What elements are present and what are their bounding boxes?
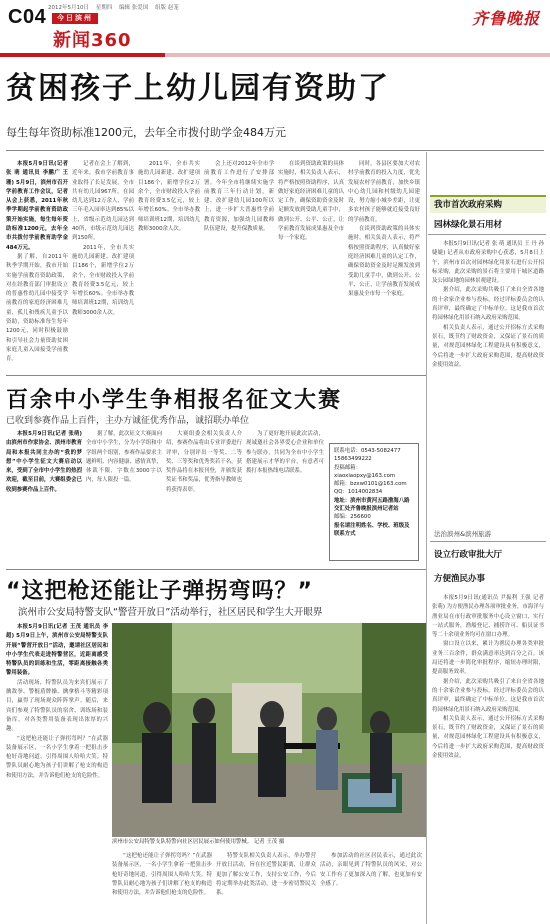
contact-email: 投稿邮箱：xiaoxiaopxy@163.com: [334, 464, 396, 479]
story3-column-1: [6, 623, 108, 920]
paper-logo: 齐鲁晚报: [471, 9, 540, 28]
story1-paragraph: 本报5月9日讯(记者 张 萌 通讯员 李鹏广 王珊) 5月9日，滨州市召开学前教育工作会议，记者从会上获悉，2011年秋季学期起学前教育资助政策开始实施，每生每年资助标准1200元，去年全市共拨付学前教育助学金484万元。: [6, 161, 68, 251]
story1-paragraph: 记者在会上了解到，近年来，我市学前教育事业取得了长足发展，全市共有幼儿园967所，在园幼儿达到12万余人，学前三年毛入园率达到85%以上，省级示范幼儿园达到40所，市级示范幼儿园达到150所。: [72, 161, 134, 242]
sidebar-headline-4: 方便渔民办事: [434, 574, 486, 584]
issue-layout: 组版 赵茏: [155, 5, 179, 11]
story2-column-4: [246, 430, 324, 564]
story3-subhead: 滨州市公安局特警支队“警营开放日”活动举行，社区居民和学生大开眼界: [18, 607, 323, 618]
story1-paragraph: 2011年，全市共实施幼儿园新建、改扩建项目186个，新增学位2万余个，全市财政投入学前教育经费3.5亿元，较上年增长60%。全市举办教师培训班12期，培训幼儿教师3000余人次。: [138, 161, 200, 233]
contact-qq: QQ：1014002834: [334, 489, 383, 496]
story3-paragraph: 活动现场，特警队员为来宾们展示了擒敌拳、警棍盾牌操、擒拿格斗等精彩项目，赢得了现场观众阵阵掌声。随后，来宾们参观了特警队员的宿舍、训练场和装备库，对各类警用装备表现出浓厚的兴趣。: [6, 679, 108, 733]
story2-headline: 百余中小学生争相报名征文大赛: [6, 388, 343, 413]
story3-paragraph: 参加活动的社区居民表示，通过此次活动，亲眼见到了特警队员的风采，对公安工作有了更加深入的了解，也更加有安全感了。: [320, 853, 422, 887]
story3-paragraph: 本报5月9日讯(记者 王茂 通讯员 李超) 5月9日上午，滨州市公安局特警支队开展“警营开放日”活动，邀请社区居民和中小学生代表走进特警营区，近距离感受特警队员的训练和生活，零距离接触各类警用装备。: [6, 624, 108, 677]
story3-paragraph: “这把枪还能让子弹拐弯吗？”在武器装备展示区，一名小学生拿着一把狙击步枪好奇地问道，引得周围人哈哈大笑。特警队员耐心地为孩子们讲解了枪支的构造和使用方法，并告诉他们枪支的危险性。: [112, 853, 212, 897]
sidebar-footer-label: 法治滨州&滨州旅游: [430, 529, 546, 542]
today-tag: 今日滨州: [52, 13, 98, 24]
sidebar-article: [432, 240, 544, 522]
sidebar-paragraph: 相关负责人表示，通过公开招标方式采购景石，既节约了财政资金，又保证了景石的质量，对规范园林绿化工程建设具有积极意义，今后将进一步扩大政府采购范围，提高财政资金使用效益。: [432, 324, 544, 368]
story1-column-4: [204, 160, 274, 365]
sidebar-headline-2: 园林绿化景石用材: [434, 220, 503, 230]
news-photo: [112, 623, 426, 837]
contact-note: 报名请注明姓名、学校、班级及联系方式: [334, 522, 410, 537]
divider: [6, 150, 544, 151]
contact-postcode: 邮编：256600: [334, 514, 371, 521]
story3-column-2: [112, 852, 212, 922]
story1-subhead: 每生每年资助标准1200元，去年全市拨付助学金484万元: [6, 126, 286, 139]
sidebar-headline-1: 我市首次政府采购: [430, 195, 546, 213]
story1-paragraph: 在谈到资助政策的具体实施时，相关负责人表示，将严格按照资助程序，认真做好家庭经济困难儿童的认定工作，确保资助资金及时足额发放到受助儿童手中，做到公开、公平、公正，让学前教育发展成果惠及全市每一个家庭。: [278, 161, 344, 242]
issue-line: [48, 3, 184, 11]
story3-headline: “这把枪还能让子弹拐弯吗？”: [6, 579, 313, 604]
sidebar-paragraph: 相关负责人表示，通过公开招标方式采购景石，既节约了财政资金，又保证了景石的质量，对规范园林绿化工程建设具有积极意义，今后将进一步扩大政府采购范围，提高财政资金使用效益。: [432, 715, 544, 760]
contact-address: 地址：滨州市黄河五路渤海八路交汇处齐鲁晚报滨州记者站: [334, 497, 410, 513]
story2-paragraph: 大赛组委会相关负责人介绍，参赛作品将由专业评委进行评审，分别评出一等奖、二等奖、三等奖和优秀奖若干名，获奖作品将在本报刊登，并颁发获奖证书和奖品，优秀指导教师也将获得表彰。: [166, 431, 242, 493]
page-code: C04: [8, 6, 47, 28]
sidebar-paragraph: 窗口设立以来，累计为渔民办理各类审批业务三百余件，群众满意率达到百分之百。该局还将进一步简化审批程序，缩短办理时限，提高服务效率。: [432, 641, 544, 676]
section-name: 新闻360: [53, 30, 132, 51]
divider: [6, 375, 426, 376]
story3-paragraph: 特警支队相关负责人表示，举办警营开放日活动，旨在拉近警民距离，让群众更加了解公安工作，支持公安工作，今后将定期举办此类活动，进一步密切警民关系。: [216, 853, 316, 897]
column-divider: [426, 152, 427, 924]
photo-caption: 滨州市公安局特警支队特警向社区居民展示如何使用警械。 记者 王茂 摄: [112, 839, 285, 845]
story3-paragraph: “这把枪还能让子弹拐弯吗？”在武器装备展示区，一名小学生拿着一把狙击步枪好奇地问道，引得周围人哈哈大笑。特警队员耐心地为孩子们讲解了枪支的构造和使用方法，并告诉他们枪支的危险性。: [6, 735, 108, 779]
photo-scene: [112, 623, 426, 837]
sidebar-paragraph: 据介绍，此次采购共吸引了来自全省各地的十余家企业参与投标，经过评标委员会的认真评审，最终确定了中标单位。这是我市首次将园林绿化用景石纳入政府采购范围。: [432, 678, 544, 713]
story2-subhead: 已收到参赛作品上百件，主办方诚征优秀作品，诚招联办单位: [6, 416, 250, 426]
contact-box: [329, 443, 419, 561]
story1-column-3: [138, 160, 200, 365]
story3-column-3: [216, 852, 316, 922]
sidebar-headline-3: 设立行政审批大厅: [434, 550, 503, 560]
sidebar-article-2: [432, 594, 544, 920]
story2-paragraph: 为了更好地开展此次活动，现诚邀社会各界爱心企业和单位参与联办，共同为全市中小学生搭建展示才华的平台，有意者可拨打本报热线电话联系。: [246, 431, 324, 475]
sidebar-paragraph: 本报5月9日讯(记者 张 萌 通讯员 王 丹 孙婕婕) 记者从市政府采购中心获悉，5月8日上午，滨州市首次对园林绿化用景石进行公开招标采购，此次采购的景石将主要用于城区道路及公园绿地的园林景观建设。: [432, 241, 544, 285]
story2-paragraph: 据了解，此次征文大赛面向全市中小学生，分为小学组和中学组两个组别，参赛作品要求主题鲜明、内容健康、感情真挚，体裁不限，字数在3000字以内，每人限投一篇。: [86, 431, 162, 484]
masthead-rule: [0, 53, 550, 57]
story1-paragraph: 2011年，全市共实施幼儿园新建、改扩建项目186个，新增学位2万余个，全市财政投入学前教育经费3.5亿元，较上年增长60%。全市举办教师培训班12期，培训幼儿教师3000余人次。: [72, 244, 134, 316]
story2-column-2: [86, 430, 162, 564]
issue-date: 2012年5月10日: [48, 5, 89, 11]
story1-column-2: [72, 160, 134, 365]
story1-paragraph: 在谈到资助政策的具体实施时，相关负责人表示，将严格按照资助程序，认真做好家庭经济困难儿童的认定工作，确保资助资金及时足额发放到受助儿童手中，做到公开、公平、公正，让学前教育发展成果惠及全市每一个家庭。: [348, 226, 420, 298]
story1-column-6: [348, 160, 420, 365]
story2-paragraph: 本报5月9日讯(记者 张萌) 由滨州市作家协会、滨州市教育局和本报共同主办的“我的梦想”中小学生征文大赛启动以来，受到了全市中小学生的热烈欢迎，截至目前，大赛组委会已收到参赛作品上百件。: [6, 431, 82, 493]
story2-column-3: [166, 430, 242, 564]
masthead: [0, 0, 550, 58]
story1-headline: 贫困孩子上幼儿园有资助了: [6, 71, 390, 106]
story1-paragraph: 同时，各县区要加大对农村学前教育的投入力度，优先发展农村学前教育，加快乡镇中心幼儿园和村级幼儿园建设，努力缩小城乡差距，让更多农村孩子能够就近接受良好的学前教育。: [348, 161, 420, 223]
contact-email-2: 邮箱：bzxw0101@163.com: [334, 481, 407, 488]
story1-column-5: [278, 160, 344, 365]
story3-column-4: [320, 852, 422, 922]
divider: [6, 569, 426, 570]
contact-phone: 联系电话：0543-5082477 15863499222: [334, 448, 401, 463]
sidebar-paragraph: 本报5月9日讯(通讯员 尹振利 王强 记者 张萌) 为方便渔民办理各项审批业务，市海洋与渔业局在市行政审批服务中心设立窗口，实行一站式服务，渔船登记、捕捞许可、船员证书等二十余项业务均可在窗口办理。: [432, 595, 544, 639]
issue-editor: 编辑 张爱国: [119, 5, 149, 11]
sidebar-paragraph: 据介绍，此次采购共吸引了来自全省各地的十余家企业参与投标，经过评标委员会的认真评审，最终确定了中标单位。这是我市首次将园林绿化用景石纳入政府采购范围。: [432, 287, 544, 322]
story1-paragraph: 会上还对2012年全市学前教育工作进行了安排部署。今年全市将继续实施学前教育三年行动计划，新建、改扩建幼儿园100所以上，进一步扩大普惠性学前教育资源，加强幼儿园教师队伍建设，提升保教质量。: [204, 161, 274, 233]
issue-weekday: 星期四: [95, 5, 113, 11]
story2-column-1: [6, 430, 82, 564]
divider: [428, 234, 546, 235]
story1-column-1: [6, 160, 68, 365]
story1-paragraph: 据了解，自2011年秋季学期开始，我市开始实施学前教育资助政策，对在经教育部门审批设立的普惠性幼儿园中接受学前教育的家庭经济困难儿童、孤儿和残疾儿童予以资助，资助标准每生每年1200元，同时积极鼓励和引导社会力量资助贫困家庭儿童入园接受学前教育。: [6, 253, 68, 363]
